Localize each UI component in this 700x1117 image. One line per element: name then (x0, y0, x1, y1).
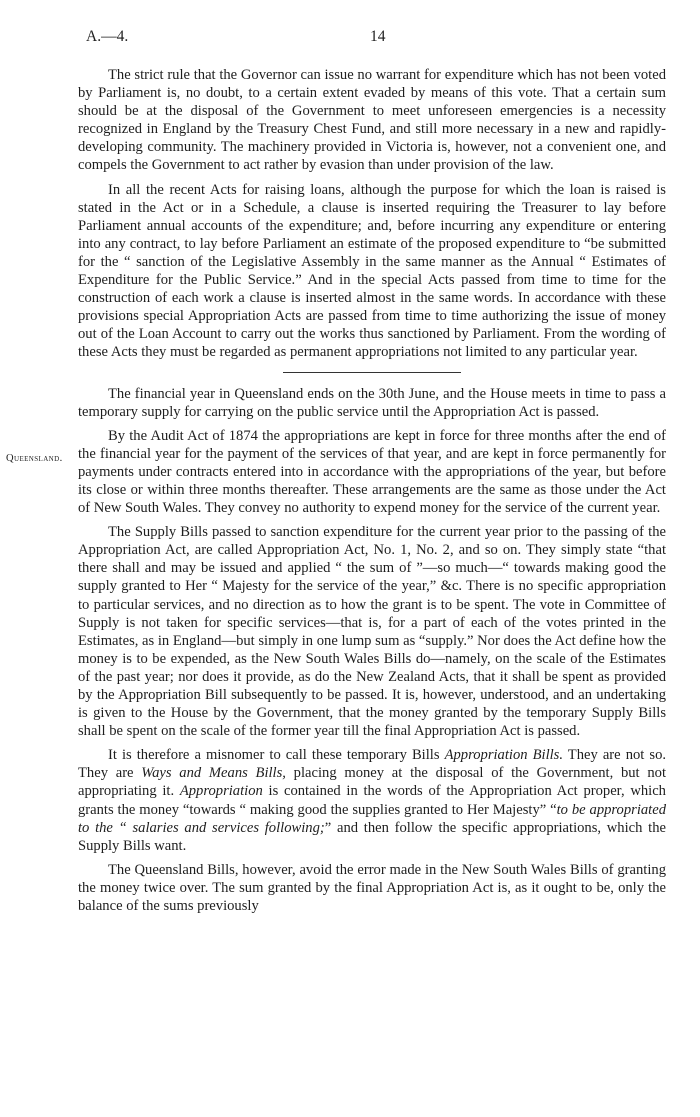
text-segment: ” and then follow the specific appropriations, which the Supply Bills want. (78, 819, 666, 854)
paragraph-queensland-financial-year: The financial year in Queensland ends on the 30th June, and the House meets in time to pass a temporary supply for carrying on the public service until the Appropriation Act is passed. (78, 385, 666, 420)
italic-segment: Appropriation (179, 783, 263, 800)
paragraph-treasury-vote: The strict rule that the Governor can issue no warrant for expenditure which has not been voted by Parliament is, no doubt, to a certain extent evaded by means of this vote. That a certain sum should be at the disposal of the Government to meet unforeseen emergencies is a necessity recognized in England by the Treasury Chest Fund, and still more necessary in a new and rapidly-developing community. The machinery provided in Victoria is, however, not a convenient one, and compels the Government to act rather by evasion than under provision of the law. (78, 67, 666, 174)
document-reference: A.—4. (86, 28, 129, 45)
body-text (78, 66, 666, 921)
italic-segment: Appropriation Bills. (444, 747, 564, 764)
text-segment: placing money at the disposal of the Government, but not appropriating it. (78, 765, 666, 800)
paragraph-loan-acts: In all the recent Acts for raising loans, although the purpose for which the loan is raised is stated in the Act or in a Schedule, a clause is inserted requiring the Treasurer to lay before Parliament annual accounts of the expenditure; and, before incurring any expenditure or entering into any contract, to lay before Parliament an estimate of the proposed expenditure to “be submitted for the “ sanction of the Legislative Assembly in the same manner as the Annual “ Estimates of Expenditure for the Public Service.” And in the special Acts passed from time to time for the construction of each work a clause is inserted almost in the same words. In accordance with these provisions special Appropriation Acts are passed from time to time authorizing the issue of money out of the Loan Account to carry out the works thus sanctioned by Parliament. From the wording of these Acts they must be regarded as permanent appropriations not limited to any particular year. (78, 181, 666, 361)
text-segment: It is therefore a misnomer to call these temporary Bills (108, 747, 445, 764)
text-segment: is contained in the words of the Appropriation Act proper, which grants the money “towards “ making good the supplies granted to Her Majesty” “ (78, 783, 666, 818)
paragraph-misnomer (78, 746, 666, 855)
page-header (86, 28, 668, 50)
section-divider (283, 372, 461, 373)
page-number: 14 (370, 28, 386, 45)
paragraph-audit-act: By the Audit Act of 1874 the appropriations are kept in force for three months after the end of the financial year for the payment of the services of that year, and are kept in force permanently for payments under contracts entered into in accordance with the appropriations of the year, but before its close or within three months thereafter. These arrangements are the same as those under the Act of New South Wales. They convey no authority to expend money for the service of the current year. (78, 427, 666, 517)
paragraph-queensland-bills: The Queensland Bills, however, avoid the error made in the New South Wales Bills of granting the money twice over. The sum granted by the final Appropriation Act is, as it ought to be, only the balance of the sums previously (78, 861, 666, 915)
italic-segment: Ways and Means Bills, (141, 765, 286, 782)
italic-segment: to be appropriated to the “ salaries and services following; (78, 801, 667, 836)
margin-note-queensland: Queensland. (6, 453, 63, 464)
text-segment: They are not so. They are (78, 747, 667, 782)
paragraph-supply-bills: The Supply Bills passed to sanction expenditure for the current year prior to the passing of the Appropriation Act, are called Appropriation Act, No. 1, No. 2, and so on. They simply state “that there shall and may be issued and applied “ the sum of ”—so much—“ towards making good the supply granted to Her “ Majesty for the service of the year,” &c. There is no specific appropriation to particular services, and no direction as to how the grant is to be spent. The vote in Committee of Supply is not taken for specific services—that is, for a part of each of the votes printed in the Estimates, as in England—but simply in one lump sum as “supply.” Nor does the Act define how the money is to be expended, as the New South Wales Bills do—namely, on the scale of the Estimates of the past year; nor does it provide, as do the New Zealand Acts, that it shall be spent as provided by the Appropriation Bill subsequently to be passed. It is, however, understood, and an undertaking is given to the House by the Government, that the money granted by the temporary Supply Bills shall be spent on the scale of the former year till the final Appropriation Act is passed. (78, 524, 666, 740)
